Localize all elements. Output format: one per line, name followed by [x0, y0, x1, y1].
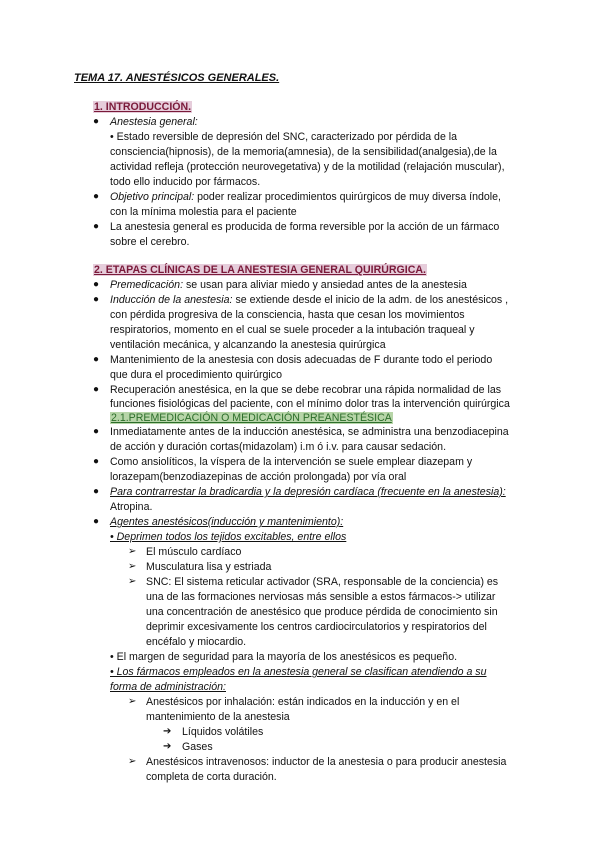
- snc-line: SNC: El sistema reticular activador (SRA, responsable de la conciencia) es: [146, 576, 499, 588]
- iv-line: Anestésicos intravenosos: inductor de la anestesia o para producir anestesia: [146, 756, 507, 768]
- clasif-line: • Los fármacos empleados en la anestesia general se clasifican atendiendo a su: [110, 666, 487, 678]
- bullet-icon: ●: [93, 516, 100, 527]
- inhal-line: mantenimiento de la anestesia: [146, 711, 290, 723]
- arrow-item: Musculatura lisa y estriada: [146, 561, 272, 573]
- subsection-heading: 2.1.PREMEDICACIÓN O MEDICACIÓN PREANESTÉSICA: [111, 412, 392, 424]
- bullet-icon: ●: [93, 486, 100, 497]
- s1-b1-label: Anestesia general:: [110, 116, 198, 128]
- s2-b6-line: lorazepam(benzodiazepinas de acción prolongada) por vía oral: [110, 471, 407, 483]
- snc-line: encéfalo y miocardio.: [146, 636, 247, 648]
- bullet-icon: ●: [93, 456, 100, 467]
- snc-line: deprimir excesivamente los centros cardiocirculatorios y respiratorios del: [146, 621, 487, 633]
- bullet-icon: ●: [93, 279, 100, 290]
- s2-b2-line: ventilación mecánica, y alcanzando la anestesia quirúrgica: [110, 339, 386, 351]
- clasif-line: forma de administración:: [110, 681, 226, 693]
- s2-b7-cont: Atropina.: [110, 501, 153, 513]
- s1-b3-line: sobre el cerebro.: [110, 236, 190, 248]
- s2-b8-sub: • Deprimen todos los tejidos excitables, entre ellos: [110, 531, 347, 543]
- s2-b8-label: Agentes anestésicos(inducción y mantenimiento):: [110, 516, 344, 528]
- page-title: TEMA 17. ANESTÉSICOS GENERALES.: [74, 72, 280, 84]
- snc-line: una de las formaciones nerviosas más sensible a estos fármacos-> utilizar: [146, 591, 496, 603]
- s1-b1-line: actividad refleja (protección neurovegetativa) y de la motilidad (relajación muscular),: [110, 161, 505, 173]
- margin-line: • El margen de seguridad para la mayoría de los anestésicos es pequeño.: [110, 651, 458, 663]
- section-1-heading: 1. INTRODUCCIÓN.: [94, 101, 192, 113]
- arrow-bullet-icon: ➢: [128, 546, 137, 557]
- arrow-bullet-icon: ➢: [128, 561, 137, 572]
- s2-b2: Inducción de la anestesia: se extiende desde el inicio de la adm. de los anestésicos ,: [110, 294, 509, 306]
- bullet-icon: ●: [93, 116, 100, 127]
- s1-b1-line: todo ello inducido por fármacos.: [110, 176, 261, 188]
- s2-b2-line: respiratorios, momento en el cual se suele proceder a la intubación traqueal y: [110, 324, 475, 336]
- arrow-bullet-icon: ➢: [128, 696, 137, 707]
- s1-b2-cont: con la mínima molestia para el paciente: [110, 206, 297, 218]
- s1-b1-line: consciencia(hipnosis), de la memoria(amnesia), de la sensibilidad(analgesia),de la: [110, 146, 497, 158]
- bullet-icon: ●: [93, 384, 100, 395]
- right-arrow-icon: ➔: [163, 726, 172, 737]
- arrow-item: El músculo cardíaco: [146, 546, 242, 558]
- bullet-icon: ●: [93, 294, 100, 305]
- inhal-line: Anestésicos por inhalación: están indicados en la inducción y en el: [146, 696, 460, 708]
- s1-b1-line: • Estado reversible de depresión del SNC, caracterizado por pérdida de la: [110, 131, 458, 143]
- s2-b5-line: Inmediatamente antes de la inducción anestésica, se administra una benzodiacepina: [110, 426, 509, 438]
- section-2-heading: 2. ETAPAS CLÍNICAS DE LA ANESTESIA GENERAL QUIRÚRGICA.: [94, 264, 426, 276]
- bullet-icon: ●: [93, 426, 100, 437]
- bullet-icon: ●: [93, 354, 100, 365]
- s2-b7-label: Para contrarrestar la bradicardia y la depresión cardíaca (frecuente en la anestesia):: [110, 486, 506, 498]
- s2-b6-line: Como ansiolíticos, la víspera de la intervención se suele emplear diazepam y: [110, 456, 473, 468]
- right-arrow-icon: ➔: [163, 741, 172, 752]
- inhal-type: Gases: [182, 741, 213, 753]
- s2-b1: Premedicación: se usan para aliviar miedo y ansiedad antes de la anestesia: [110, 279, 467, 291]
- s2-b4-line: Recuperación anestésica, en la que se debe recobrar una rápida normalidad de las: [110, 384, 502, 396]
- s1-b2: Objetivo principal: poder realizar procedimientos quirúrgicos de muy diversa índole,: [110, 191, 501, 203]
- inhal-type: Líquidos volátiles: [182, 726, 264, 738]
- s2-b2-line: con pérdida progresiva de la consciencia, hasta que cesan los movimientos: [110, 309, 465, 321]
- s2-b4-line: funciones fisiológicas del paciente, con el mínimo dolor tras la intervención quirúrgica: [110, 398, 510, 410]
- bullet-icon: ●: [93, 191, 100, 202]
- iv-line: completa de corta duración.: [146, 771, 277, 783]
- arrow-bullet-icon: ➢: [128, 576, 137, 587]
- s2-b5-line: de acción y duración cortas(midazolam) i.m ó i.v. para causar sedación.: [110, 441, 447, 453]
- arrow-bullet-icon: ➢: [128, 756, 137, 767]
- s2-b3-line: que dura el procedimiento quirúrgico: [110, 369, 282, 381]
- snc-line: una concentración de anestésico que produce pérdida de conocimiento sin: [146, 606, 498, 618]
- s2-b3-line: Mantenimiento de la anestesia con dosis adecuadas de F durante todo el periodo: [110, 354, 493, 366]
- s1-b3-line: La anestesia general es producida de forma reversible por la acción de un fármaco: [110, 221, 500, 233]
- bullet-icon: ●: [93, 221, 100, 232]
